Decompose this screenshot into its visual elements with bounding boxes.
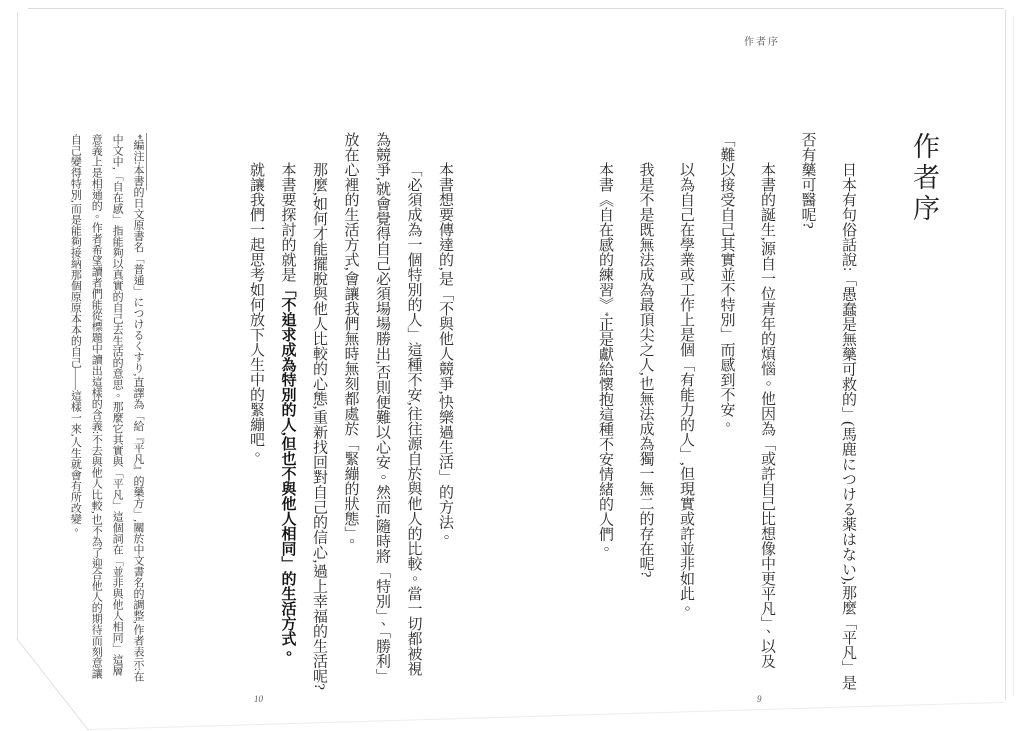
paragraph <box>303 132 335 690</box>
paragraph <box>585 132 626 690</box>
footnote-block <box>64 134 148 686</box>
paragraph <box>429 132 461 690</box>
left-page-body <box>240 132 461 690</box>
page-number-left: 10 <box>254 694 263 704</box>
paragraph <box>240 132 272 690</box>
page-number-right: 9 <box>757 694 762 704</box>
book-edge-right-inner <box>1013 16 1014 696</box>
book-edge-right-outer <box>1005 10 1006 700</box>
paragraph-text: 「必須成為一個特別的人」這種不安,往往源自於與他人的比較。當一切都被視為競爭,就會覺得自己必須場場勝出,否則便難以心安。然而,隨時將「特別」、「勝利」放在心裡的生活方式,會讓我們無時無刻都處於「緊繃的狀態」。 <box>342 132 422 684</box>
book-edge-top <box>28 8 1004 9</box>
paragraph-bold-text: 「不追求成為特別的人,但也不與他人相同」的生活方式。 <box>279 282 296 661</box>
paragraph-text: 本書《自在感的練習》 <box>597 162 613 312</box>
right-page-body <box>585 132 869 690</box>
paragraph-text: 正是獻給懷抱這種不安情緒的人們。 <box>597 316 613 557</box>
paragraph-text: 以為自己在學業或工作上是個「有能力的人」,但現實或許並非如此。 <box>678 162 694 616</box>
paragraph-text: 我是不是既無法成為最頂尖之人,也無法成為獨一無二的存在呢? <box>637 162 654 578</box>
paragraph-text: 本書要探討的就是 <box>279 162 296 282</box>
paragraph-text: 本書的誕生,源自一位青年的煩惱。他因為「或許自己比想像中更平凡」、以及「難以接受自己其實並不特別」而感到不安。 <box>718 132 775 669</box>
paragraph-text: 本書想要傳達的,是「不與他人競爭,快樂過生活」的方法。 <box>437 162 453 545</box>
paragraph <box>625 132 666 690</box>
running-header: 作者序 <box>744 37 780 48</box>
paragraph <box>706 132 787 690</box>
book-edge-left <box>17 12 18 640</box>
paragraph <box>787 132 868 690</box>
footnote-marker: * <box>600 312 610 317</box>
footnote-text: *編注:本書的日文原書名「普通」につけるくすり,直譯為「給『平凡』的藥方」,關於中文書名的調整,作者表示:在中文中,「自在感」指能夠以真實的自己去生活的意思。那麼它其實與「平凡」這個詞在「並非與他人相同」這層意義上是相通的。作者希望讀者們能從標題中讀出這樣的含義:不去與他人比較,也不為了迎合他人的期待而刻意讓自己變得特別,而是能夠接納那個原原本本的自己——這樣一來,人生就會有所改變。 <box>69 134 144 682</box>
paragraph <box>334 132 429 690</box>
book-edge-bottom <box>90 702 1006 730</box>
page-title: 作者序 <box>909 132 939 225</box>
paragraph-text: 那麼,如何才能擺脫與他人比較的心態,重新找回對自己的信心,過上幸福的生活呢? <box>311 162 327 690</box>
paragraph <box>666 132 707 690</box>
paragraph-text: 就讓我們一起思考如何放下人生中的緊繃吧。 <box>248 162 264 462</box>
paragraph <box>271 132 303 690</box>
paragraph-text: 日本有句俗話說:「愚蠢是無藥可救的」(馬鹿につける薬はない),那麼「平凡」是否有藥可醫呢? <box>799 132 856 690</box>
